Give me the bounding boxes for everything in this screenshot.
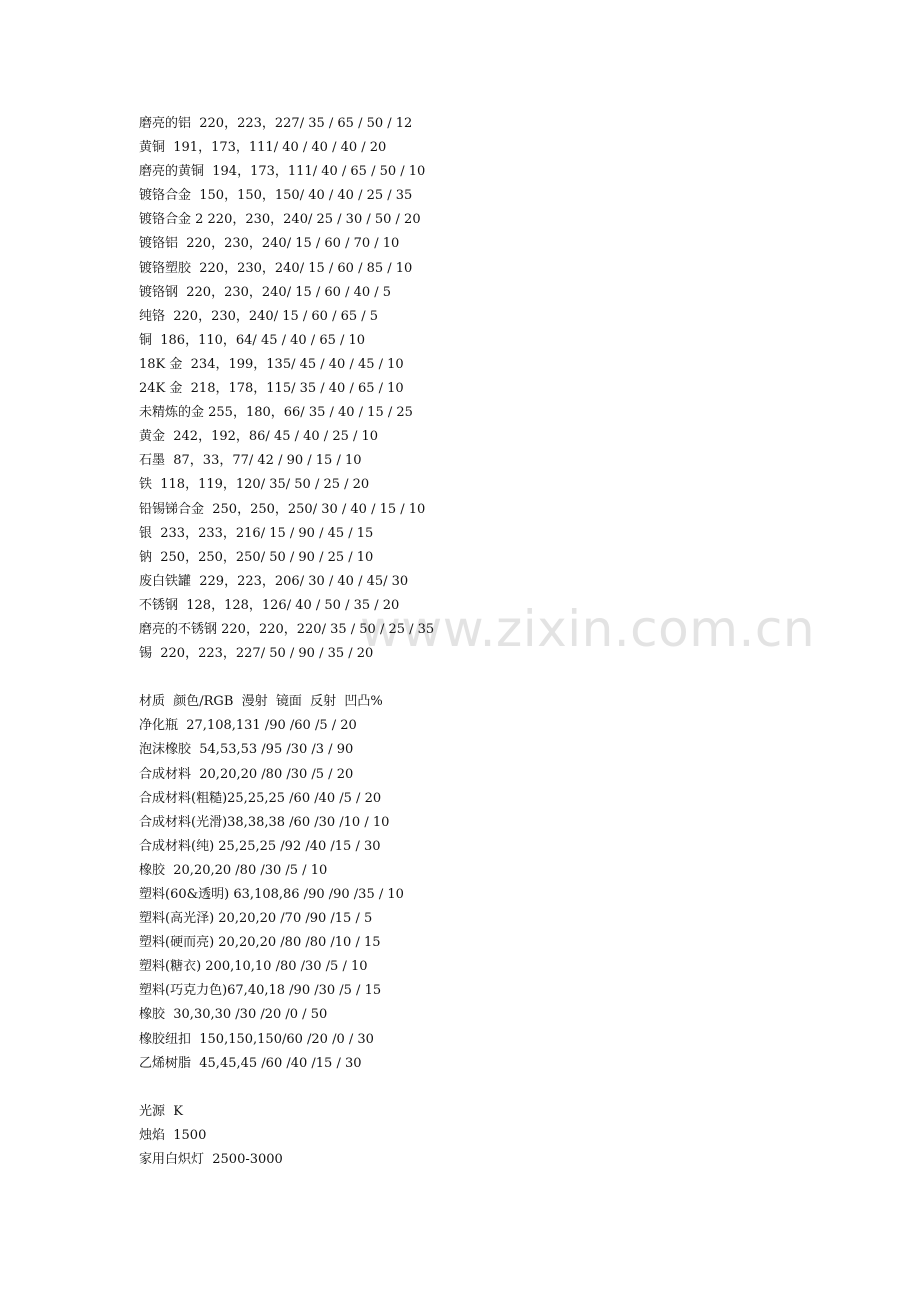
metal-material-line: 镀铬合金 2 220，230，240/ 25 / 30 / 50 / 20 [139,212,421,228]
metal-material-line: 废白铁罐 229，223，206/ 30 / 40 / 45/ 30 [139,573,409,589]
section-spacer [139,666,839,690]
metal-material-line: 镀铬铝 220，230，240/ 15 / 60 / 70 / 10 [139,236,400,252]
metal-material-line: 黄金 242，192，86/ 45 / 40 / 25 / 10 [139,429,379,445]
material-line: 合成材料(粗糙)25,25,25 /60 /40 /5 / 20 [139,790,382,806]
metal-material-line: 纯铬 220，230，240/ 15 / 60 / 65 / 5 [139,308,379,324]
material-line: 净化瓶 27,108,131 /90 /60 /5 / 20 [139,718,357,734]
metal-material-line: 锡 220，223，227/ 50 / 90 / 35 / 20 [139,646,374,662]
material-line: 塑料(60&透明) 63,108,86 /90 /90 /35 / 10 [139,887,404,902]
material-line: 合成材料 20,20,20 /80 /30 /5 / 20 [139,766,354,782]
watermark-text: www.zixin.com.cn [360,600,816,658]
material-line: 泡沫橡胶 54,53,53 /95 /30 /3 / 90 [139,742,354,758]
material-line: 合成材料(光滑)38,38,38 /60 /30 /10 / 10 [139,814,390,830]
metal-material-line: 镀铬钢 220，230，240/ 15 / 60 / 40 / 5 [139,284,392,300]
material-line: 合成材料(纯) 25,25,25 /92 /40 /15 / 30 [139,838,381,854]
light-source-line: 光源 K [139,1103,183,1119]
metal-material-line: 钠 250，250，250/ 50 / 90 / 25 / 10 [139,549,374,565]
metal-material-line: 18K 金 234，199，135/ 45 / 40 / 45 / 10 [139,356,404,372]
document-body [139,112,839,1172]
material-line: 乙烯树脂 45,45,45 /60 /40 /15 / 30 [139,1055,362,1071]
metal-material-line: 24K 金 218，178，115/ 35 / 40 / 65 / 10 [139,381,404,397]
metal-material-line: 镀铬塑胶 220，230，240/ 15 / 60 / 85 / 10 [139,260,413,276]
metal-material-line: 铜 186，110，64/ 45 / 40 / 65 / 10 [139,332,366,348]
light-source-list [139,1100,839,1172]
metal-materials-list [139,112,839,666]
material-line: 塑料(高光泽) 20,20,20 /70 /90 /15 / 5 [139,911,373,927]
metal-material-line: 铁 118，119，120/ 35/ 50 / 25 / 20 [139,477,370,493]
material-line: 橡胶 20,20,20 /80 /30 /5 / 10 [139,862,328,878]
metal-material-line: 黄铜 191，173，111/ 40 / 40 / 40 / 20 [139,140,387,156]
material-line: 塑料(巧克力色)67,40,18 /90 /30 /5 / 15 [139,983,382,999]
metal-material-line: 石墨 87，33，77/ 42 / 90 / 15 / 10 [139,453,362,469]
metal-material-line: 磨亮的不锈钢 220，220，220/ 35 / 50 / 25 / 35 [139,621,435,637]
metal-material-line: 不锈钢 128，128，126/ 40 / 50 / 35 / 20 [139,597,400,613]
nonmetal-materials-list [139,690,839,1076]
metal-material-line: 镀铬合金 150，150，150/ 40 / 40 / 25 / 35 [139,188,413,204]
material-line: 橡胶纽扣 150,150,150/60 /20 /0 / 30 [139,1031,374,1047]
material-line: 材质 颜色/RGB 漫射 镜面 反射 凹凸% [139,694,383,710]
metal-material-line: 银 233，233，216/ 15 / 90 / 45 / 15 [139,525,374,541]
light-source-line: 家用白炽灯 2500-3000 [139,1152,283,1168]
material-line: 塑料(硬而亮) 20,20,20 /80 /80 /10 / 15 [139,935,381,951]
material-line: 橡胶 30,30,30 /30 /20 /0 / 50 [139,1007,328,1023]
metal-material-line: 铅锡锑合金 250，250，250/ 30 / 40 / 15 / 10 [139,501,426,517]
metal-material-line: 未精炼的金 255，180，66/ 35 / 40 / 15 / 25 [139,405,413,421]
material-line: 塑料(糖衣) 200,10,10 /80 /30 /5 / 10 [139,959,368,975]
section-spacer [139,1076,839,1100]
metal-material-line: 磨亮的黄铜 194，173，111/ 40 / 65 / 50 / 10 [139,164,426,180]
metal-material-line: 磨亮的铝 220，223，227/ 35 / 65 / 50 / 12 [139,116,413,131]
light-source-line: 烛焰 1500 [139,1127,207,1143]
